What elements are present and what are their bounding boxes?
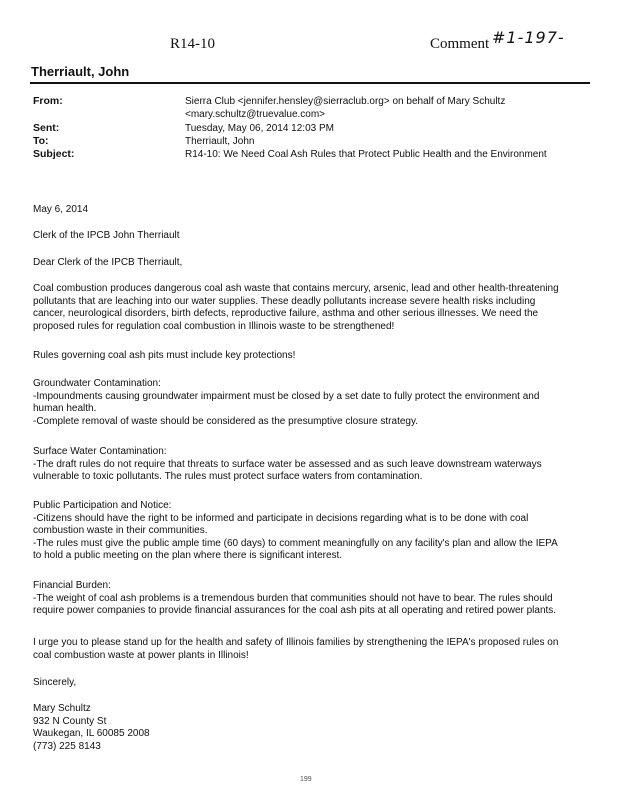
section-heading: Public Participation and Notice:	[33, 500, 172, 511]
intro-line: proposed rules for regulation coal combustion in Illinois waste to be strengthened!	[33, 320, 395, 332]
section-line: -The weight of coal ash problems is a tremendous burden that communities should not have to bear. The rules should	[33, 592, 553, 604]
section-line: combustion waste in their communities.	[33, 525, 208, 536]
rules-intro: Rules governing coal ash pits must include key protections!	[33, 350, 296, 361]
handwritten-comment-number: #1-197-	[492, 28, 565, 47]
intro-line: Coal combustion produces dangerous coal ash waste that contains mercury, arsenic, lead and other health-threatening	[33, 283, 559, 294]
signature-name: Mary Schultz	[33, 703, 91, 714]
section-heading: Groundwater Contamination:	[33, 378, 161, 389]
header-divider	[30, 82, 590, 84]
from-value: Sierra Club <jennifer.hensley@sierraclub.org> on behalf of Mary Schultz	[185, 96, 506, 107]
section-line: -The rules must give the public ample time (60 days) to comment meaningfully on any facility's plan and allow the IEPA	[33, 537, 558, 549]
subject-label: Subject:	[33, 148, 75, 160]
section-line: -Complete removal of waste should be considered as the presumptive closure strategy.	[33, 415, 419, 427]
financial-burden-section	[33, 580, 578, 618]
section-line: -Citizens should have the right to be informed and participate in decisions regarding what is to be done with coal	[33, 512, 529, 524]
closing-line: coal combustion waste at power plants in Illinois!	[33, 649, 249, 661]
to-label: To:	[33, 135, 49, 147]
public-participation-section	[33, 500, 578, 563]
signature-city: Waukegan, IL 60085 2008	[33, 728, 150, 739]
signoff: Sincerely,	[33, 677, 77, 688]
from-label: From:	[33, 95, 63, 107]
section-heading: Financial Burden:	[33, 580, 111, 591]
section-line: -Impoundments causing groundwater impairment must be closed by a set date to fully protect the environment and	[33, 390, 540, 402]
sent-label: Sent:	[33, 122, 60, 134]
section-line: require power companies to provide financial assurances for the coal ash pits at all operating and retired power plants.	[33, 605, 557, 616]
letter-date: May 6, 2014	[33, 204, 89, 215]
comment-label: Comment	[430, 36, 490, 52]
signature-street: 932 N County St	[33, 715, 107, 727]
from-value-address: <mary.schultz@truevalue.com>	[185, 109, 326, 120]
docket-number: R14-10	[170, 36, 215, 52]
page-number: 199	[300, 776, 312, 783]
letter-salutation: Dear Clerk of the IPCB Therriault,	[33, 257, 183, 268]
groundwater-section	[33, 378, 578, 428]
signature-block	[33, 703, 578, 753]
closing-line: I urge you to please stand up for the health and safety of Illinois families by strengthening the IEPA's proposed rules on	[33, 637, 559, 648]
section-line: -The draft rules do not require that threats to surface water be assessed and as such leave downstream waterways	[33, 458, 542, 470]
recipient-name: Therriault, John	[31, 64, 130, 79]
closing-paragraph	[33, 637, 578, 662]
letter-addressee: Clerk of the IPCB John Therriault	[33, 230, 180, 241]
subject-value: R14-10: We Need Coal Ash Rules that Protect Public Health and the Environment	[185, 149, 547, 160]
signature-phone: (773) 225 8143	[33, 740, 101, 752]
surface-water-section	[33, 446, 578, 484]
section-line: vulnerable to toxic pollutants. The rules must protect surface waters from contamination.	[33, 471, 423, 482]
to-value: Therriault, John	[185, 136, 255, 147]
intro-line: cancer, neurological disorders, birth defects, reproductive failure, asthma and other serious illnesses. We need the	[33, 308, 539, 319]
section-line: to hold a public meeting on the plan where there is significant interest.	[33, 550, 343, 561]
sent-value: Tuesday, May 06, 2014 12:03 PM	[185, 123, 334, 134]
intro-line: pollutants that are leaching into our water supplies. These deadly pollutants increase severe health risks including	[33, 295, 536, 307]
section-heading: Surface Water Contamination:	[33, 446, 167, 457]
section-line: human health.	[33, 403, 97, 414]
intro-paragraph	[33, 283, 578, 333]
